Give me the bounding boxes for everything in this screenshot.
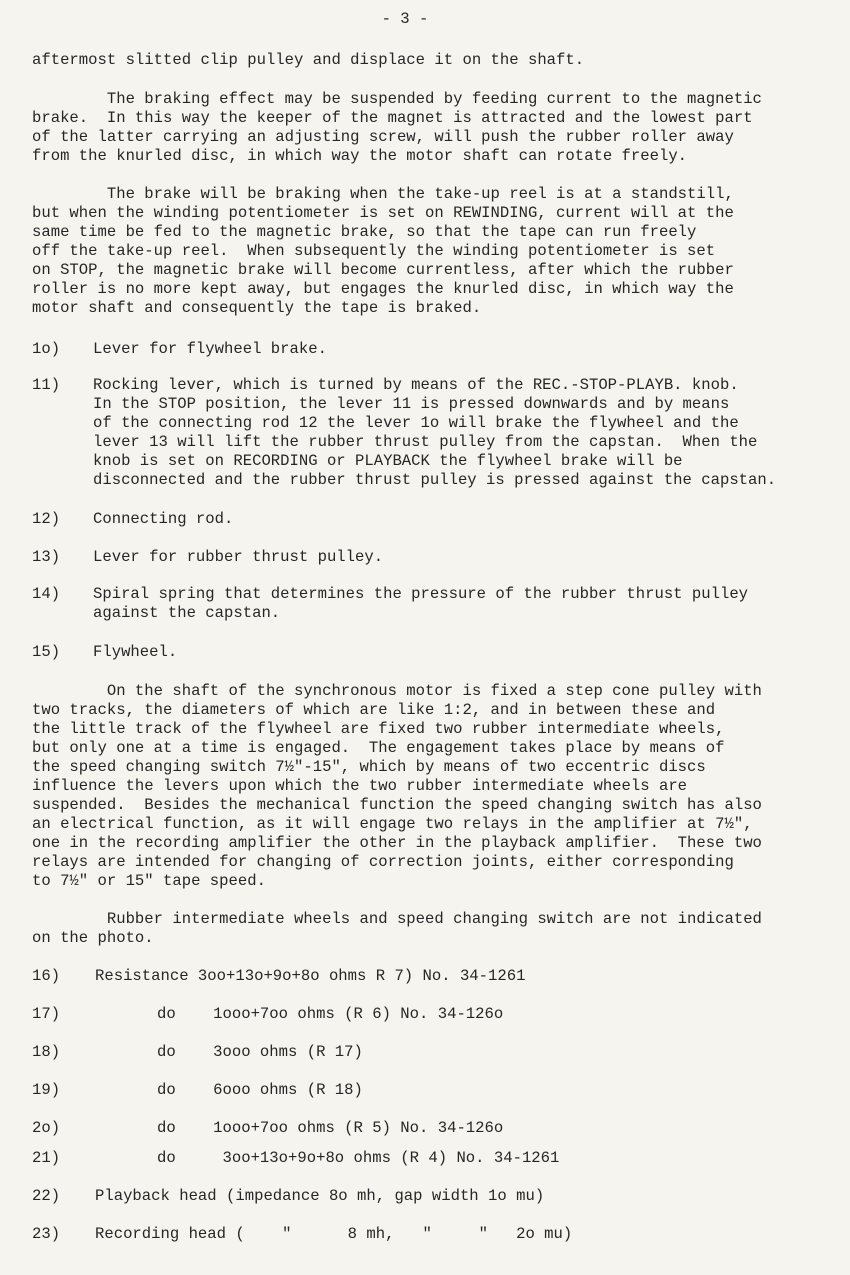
part-text: do 1ooo+7oo ohms (R 5) No. 34-126o bbox=[157, 1119, 504, 1137]
text-line: roller is no more kept away, but engages the knurled disc, in which way the bbox=[32, 280, 734, 298]
text-line: the speed changing switch 7½"-15", which by means of two eccentric discs bbox=[32, 758, 706, 776]
text-line: but when the winding potentiometer is set on REWINDING, current will at the bbox=[32, 204, 734, 222]
item-text: Flywheel. bbox=[93, 643, 178, 661]
item-number: 13) bbox=[32, 548, 61, 566]
part-text: Resistance 3oo+13o+9o+8o ohms R 7) No. 34-1261 bbox=[95, 967, 526, 985]
part-number: 18) bbox=[32, 1043, 61, 1061]
item-number: 1o) bbox=[32, 340, 61, 358]
page-number: - 3 - bbox=[381, 10, 429, 28]
text-line: on the photo. bbox=[32, 929, 154, 947]
part-number: 17) bbox=[32, 1005, 61, 1023]
text-line: Rubber intermediate wheels and speed changing switch are not indicated bbox=[32, 910, 762, 928]
item-text: Rocking lever, which is turned by means of the REC.-STOP-PLAYB. knob. bbox=[93, 376, 739, 394]
part-text: Playback head (impedance 8o mh, gap width 1o mu) bbox=[95, 1187, 545, 1205]
item-number: 11) bbox=[32, 376, 61, 394]
item-number: 14) bbox=[32, 585, 61, 603]
intro-line: aftermost slitted clip pulley and displace it on the shaft. bbox=[32, 51, 585, 69]
text-line: the little track of the flywheel are fixed two rubber intermediate wheels, bbox=[32, 720, 725, 738]
part-number: 2o) bbox=[32, 1119, 61, 1137]
text-line: on STOP, the magnetic brake will become currentless, after which the rubber bbox=[32, 261, 734, 279]
item-text: Spiral spring that determines the pressure of the rubber thrust pulley bbox=[93, 585, 749, 603]
part-text: do 3oo+13o+9o+8o ohms (R 4) No. 34-1261 bbox=[157, 1149, 560, 1167]
text-line: The braking effect may be suspended by feeding current to the magnetic bbox=[32, 90, 762, 108]
part-text: do 6ooo ohms (R 18) bbox=[157, 1081, 363, 1099]
text-line: same time be fed to the magnetic brake, so that the tape can run freely bbox=[32, 223, 697, 241]
part-text: do 1ooo+7oo ohms (R 6) No. 34-126o bbox=[157, 1005, 504, 1023]
part-text: do 3ooo ohms (R 17) bbox=[157, 1043, 363, 1061]
text-line: suspended. Besides the mechanical function the speed changing switch has also bbox=[32, 796, 762, 814]
text-line: On the shaft of the synchronous motor is fixed a step cone pulley with bbox=[32, 682, 762, 700]
item-text: lever 13 will lift the rubber thrust pulley from the capstan. When the bbox=[93, 433, 758, 451]
item-text: Lever for flywheel brake. bbox=[93, 340, 327, 358]
item-text: Lever for rubber thrust pulley. bbox=[93, 548, 384, 566]
item-text: disconnected and the rubber thrust pulley is pressed against the capstan. bbox=[93, 471, 777, 489]
text-line: from the knurled disc, in which way the motor shaft can rotate freely. bbox=[32, 147, 688, 165]
part-number: 23) bbox=[32, 1225, 61, 1243]
part-text: Recording head ( " 8 mh, " " 2o mu) bbox=[95, 1225, 573, 1243]
text-line: brake. In this way the keeper of the magnet is attracted and the lowest part bbox=[32, 109, 753, 127]
item-text: Connecting rod. bbox=[93, 510, 234, 528]
item-text: of the connecting rod 12 the lever 1o will brake the flywheel and the bbox=[93, 414, 739, 432]
part-number: 21) bbox=[32, 1149, 61, 1167]
text-line: influence the levers upon which the two rubber intermediate wheels are bbox=[32, 777, 688, 795]
text-line: to 7½" or 15" tape speed. bbox=[32, 872, 266, 890]
text-line: an electrical function, as it will engage two relays in the amplifier at 7½", bbox=[32, 815, 753, 833]
text-line: motor shaft and consequently the tape is braked. bbox=[32, 299, 482, 317]
text-line: off the take-up reel. When subsequently the winding potentiometer is set bbox=[32, 242, 716, 260]
text-line: relays are intended for changing of correction joints, either corresponding bbox=[32, 853, 734, 871]
part-number: 22) bbox=[32, 1187, 61, 1205]
text-line: but only one at a time is engaged. The engagement takes place by means of bbox=[32, 739, 725, 757]
part-number: 16) bbox=[32, 967, 61, 985]
text-line: The brake will be braking when the take-up reel is at a standstill, bbox=[32, 185, 734, 203]
text-line: two tracks, the diameters of which are like 1:2, and in between these and bbox=[32, 701, 716, 719]
item-text: In the STOP position, the lever 11 is pressed downwards and by means bbox=[93, 395, 730, 413]
item-text: knob is set on RECORDING or PLAYBACK the flywheel brake will be bbox=[93, 452, 683, 470]
item-number: 15) bbox=[32, 643, 61, 661]
item-number: 12) bbox=[32, 510, 61, 528]
text-line: one in the recording amplifier the other in the playback amplifier. These two bbox=[32, 834, 762, 852]
text-line: of the latter carrying an adjusting screw, will push the rubber roller away bbox=[32, 128, 734, 146]
item-text: against the capstan. bbox=[93, 604, 281, 622]
part-number: 19) bbox=[32, 1081, 61, 1099]
